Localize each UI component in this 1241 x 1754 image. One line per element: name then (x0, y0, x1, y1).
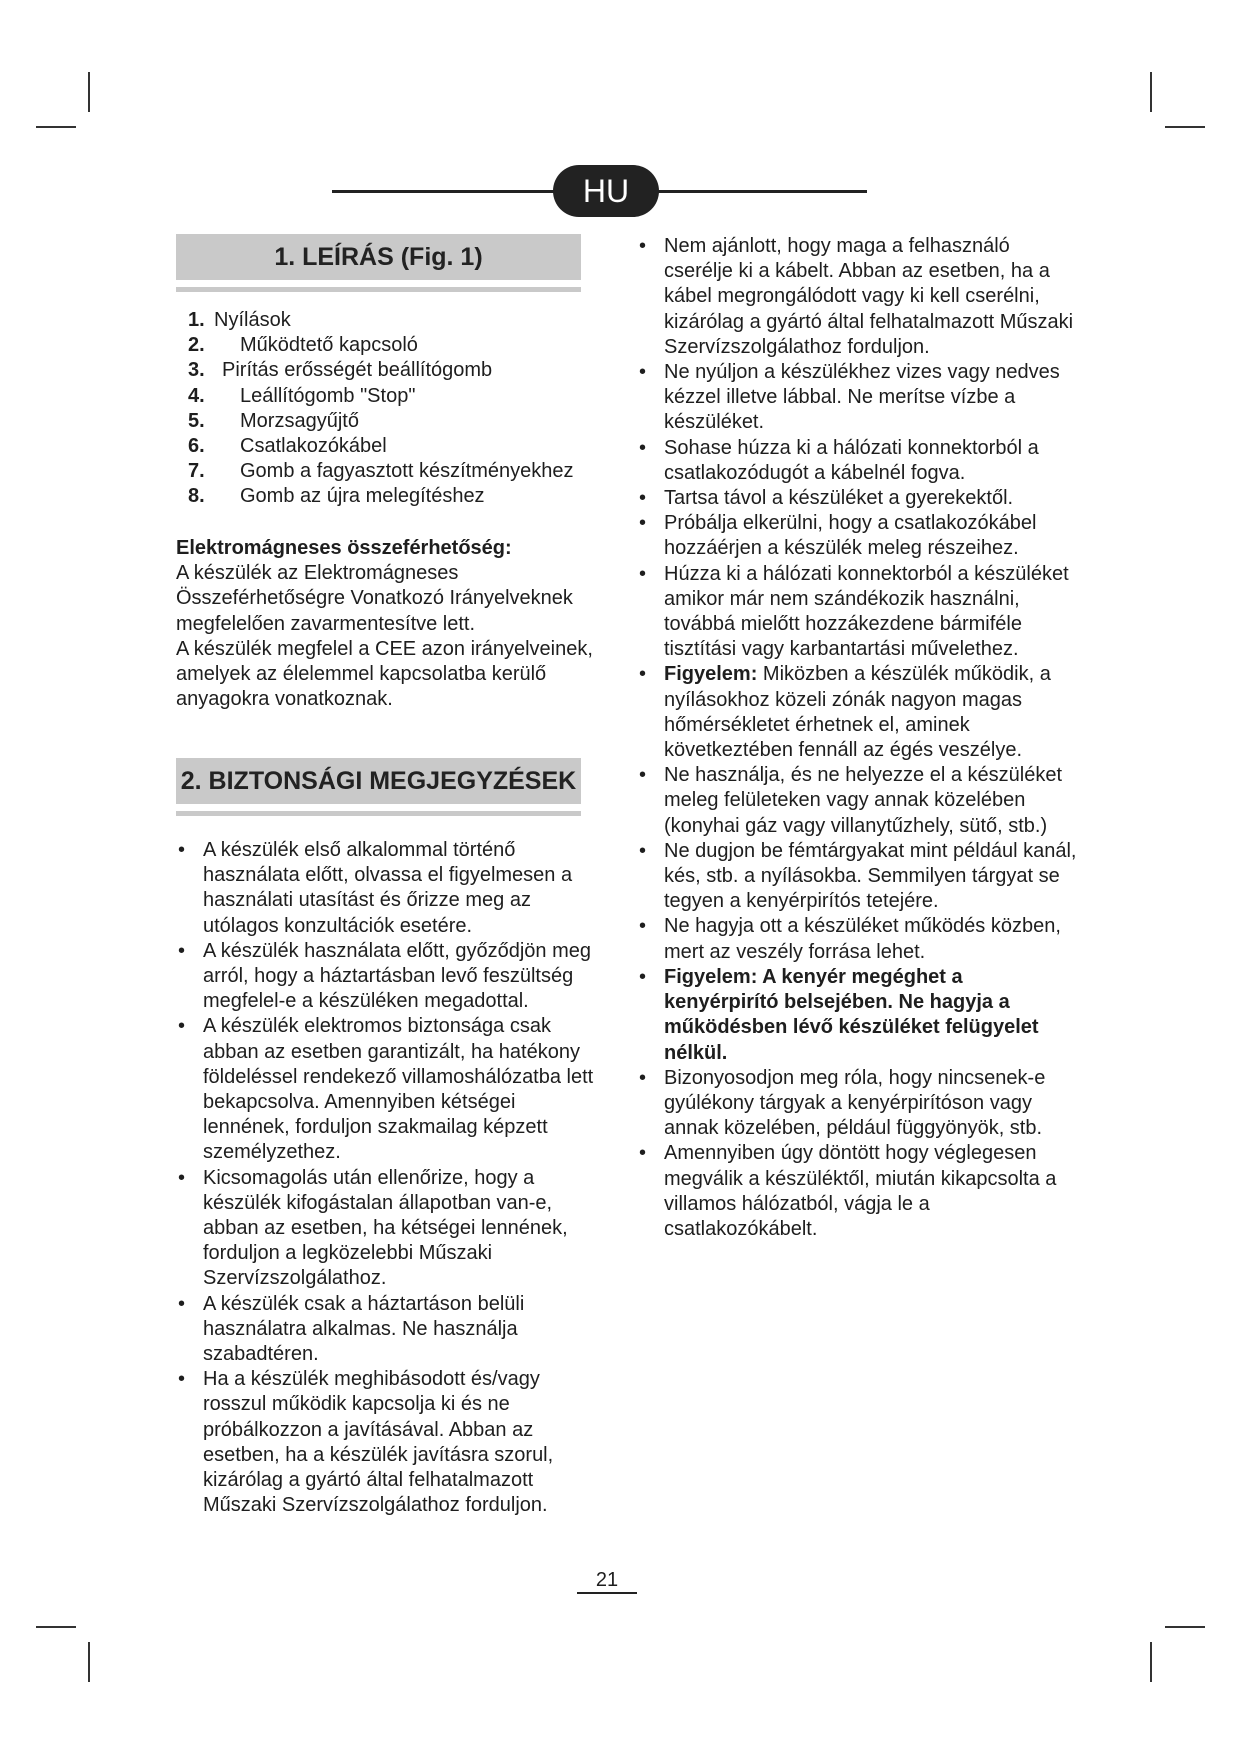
list-item (188, 459, 574, 484)
list-item: • Ne hagyja ott a készüléket működés közben, mert az veszély forrása lehet. (637, 914, 1077, 964)
item-label: Csatlakozókábel (240, 435, 387, 458)
item-number: 8. (188, 485, 205, 508)
list-item: • Próbálja elkerülni, hogy a csatlakozókábel hozzáérjen a készülék meleg részeihez. (637, 511, 1077, 561)
list-item: • Ne használja, és ne helyezze el a készüléket meleg felületeken vagy annak közelében (konyhai gáz vagy villanytűzhely, sütő, stb.) (637, 763, 1077, 839)
emc-paragraph-2: A készülék megfelel a CEE azon irányelveinek, amelyek az élelemmel kapcsolatba kerülő anyagokra vonatkoznak. (176, 637, 593, 711)
list-item: • Amennyiben úgy döntött hogy véglegesen megválik a készüléktől, miután kikapcsolta a villamos hálózatból, vágja le a csatlakozókábelt. (637, 1141, 1077, 1242)
item-number: 6. (188, 435, 205, 458)
section-2-rule (176, 811, 581, 816)
list-item: • Kicsomagolás után ellenőrize, hogy a készülék kifogástalan állapotban van-e, abban az esetben, ha kétségei lennének, forduljon a legközelebbi Műszaki Szervízszolgálathoz. (176, 1166, 601, 1292)
list-item: • Bizonyosodjon meg róla, hogy nincsenek-e gyúlékony tárgyak a kenyérpirítóson vagy annak közelében, például függyönyök, stb. (637, 1066, 1077, 1142)
item-number: 4. (188, 384, 205, 407)
list-item: • Húzza ki a hálózati konnektorból a készüléket amikor már nem szándékozik használni, továbbá mielőtt hozzákezdene bármiféle tisztítási vagy karbantartási művelethez. (637, 562, 1077, 663)
emc-title: Elektromágneses összeférhetőség: (176, 537, 512, 559)
list-item: • Figyelem: Miközben a készülék működik, a nyílásokhoz közeli zónák nagyon magas hőmérsékletet érhetnek el, aminek következtében fennáll az égés veszélye. (637, 662, 1077, 763)
list-item (188, 358, 574, 383)
safety-notes-left (176, 838, 601, 1518)
crop-mark-bottom-right-h (1165, 1626, 1205, 1628)
item-number: 7. (188, 460, 205, 483)
item-label: Működtető kapcsoló (240, 334, 418, 357)
parts-list (188, 308, 574, 510)
list-item: • A készülék első alkalommal történő használata előtt, olvassa el figyelmesen a használati utasítást és őrizze meg az utólagos konzultációk esetére. (176, 838, 601, 939)
emc-block (176, 536, 596, 712)
list-item: • Ne nyúljon a készülékhez vizes vagy nedves kézzel illetve lábbal. Ne merítse vízbe a készüléket. (637, 360, 1077, 436)
item-number: 1. (188, 309, 205, 331)
list-item: • A készülék csak a háztartáson belüli használatra alkalmas. Ne használja szabadtéren. (176, 1292, 601, 1368)
crop-mark-bottom-left-v (88, 1642, 90, 1682)
list-item (188, 409, 574, 434)
list-item: • Ha a készülék meghibásodott és/vagy rosszul működik kapcsolja ki és ne próbálkozzon a javításával. Abban az esetben, ha a készülék javításra szorul, kizárólag a gyártó által felhatalmazott Műszaki Szervízszolgálathoz forduljon. (176, 1367, 601, 1518)
section-1-rule (176, 287, 581, 292)
list-item: • Figyelem: A kenyér megéghet a kenyérpirító belsejében. Ne hagyja a működésben lévő készüléket felügyelet nélkül. (637, 965, 1077, 1066)
item-label: Leállítógomb "Stop" (240, 384, 416, 407)
list-item: • A készülék használata előtt, győződjön meg arról, hogy a háztartásban levő feszültség megfelel-e a készüléken megadottal. (176, 939, 601, 1015)
crop-mark-top-right-h (1165, 126, 1205, 128)
section-2-heading: 2. BIZTONSÁGI MEGJEGYZÉSEK (176, 758, 581, 804)
list-item (188, 434, 574, 459)
item-label: Morzsagyűjtő (240, 409, 359, 432)
page-number: 21 (577, 1568, 637, 1594)
list-item: • Sohase húzza ki a hálózati konnektorból a csatlakozódugót a kábelnél fogva. (637, 436, 1077, 486)
item-label: Pirítás erősségét beállítógomb (222, 359, 493, 382)
list-item (188, 384, 574, 409)
crop-mark-bottom-left-h (36, 1626, 76, 1628)
header-rule-right (655, 190, 867, 193)
item-label: Gomb a fagyasztott készítményekhez (240, 460, 574, 483)
list-item: • Ne dugjon be fémtárgyakat mint például kanál, kés, stb. a nyílásokba. Semmilyen tárgyat se tegyen a kenyérpirítós tetejére. (637, 839, 1077, 915)
list-item (188, 333, 574, 358)
list-item: • Tartsa távol a készüléket a gyerekektől. (637, 486, 1077, 511)
item-number: 2. (188, 334, 205, 357)
header-rule-left (332, 190, 557, 193)
item-label: Gomb az újra melegítéshez (240, 485, 485, 508)
emc-paragraph-1: A készülék az Elektromágneses Összeférhetőségre Vonatkozó Irányelveknek megfelelően zavarmentesítve lett. (176, 562, 573, 635)
list-item (188, 484, 574, 509)
crop-mark-top-left-v (88, 72, 90, 112)
safety-notes-right (637, 234, 1077, 1242)
language-badge: HU (553, 165, 659, 217)
list-item: • A készülék elektromos biztonsága csak abban az esetben garantizált, ha hatékony földeléssel rendekező villamoshálózatba lett bekapcsolva. Amennyiben kétségei lennének, forduljon szakmailag képzett személyzethez. (176, 1014, 601, 1165)
section-1-heading: 1. LEÍRÁS (Fig. 1) (176, 234, 581, 280)
item-label: Nyílások (214, 309, 291, 331)
item-number: 3. (188, 359, 205, 382)
crop-mark-top-right-v (1150, 72, 1152, 112)
list-item (188, 308, 574, 333)
item-number: 5. (188, 409, 205, 432)
list-item: • Nem ajánlott, hogy maga a felhasználó cserélje ki a kábelt. Abban az esetben, ha a kábel megrongálódott vagy ki kell cserélni, kizárólag a gyártó által felhatalmazott Műszaki Szervízszolgálathoz forduljon. (637, 234, 1077, 360)
crop-mark-top-left-h (36, 126, 76, 128)
crop-mark-bottom-right-v (1150, 1642, 1152, 1682)
